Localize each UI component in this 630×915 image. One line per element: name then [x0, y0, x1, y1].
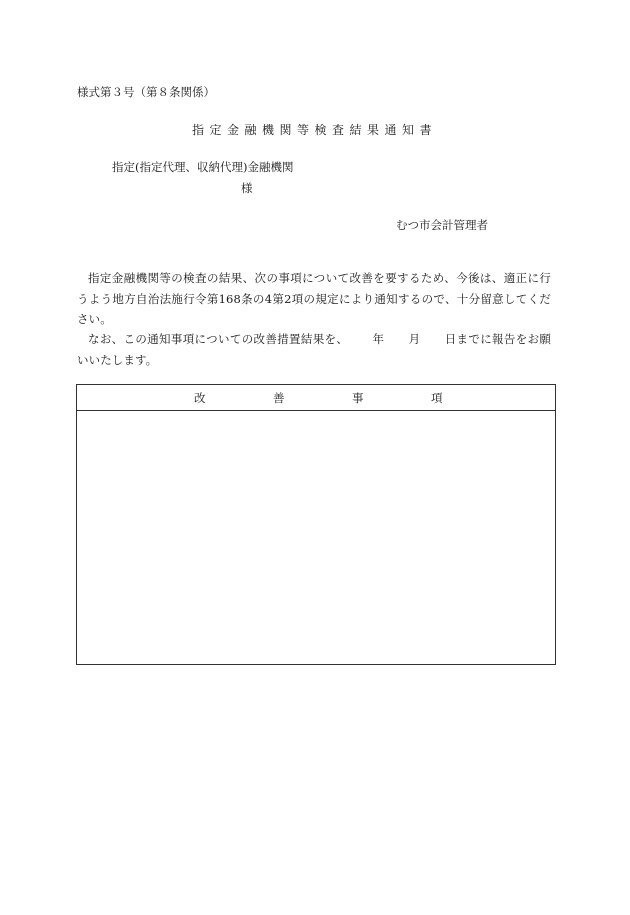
- header-char: 改: [194, 391, 206, 405]
- report-request-paragraph: [77, 329, 551, 370]
- header-char: 項: [431, 391, 443, 405]
- header-char: 事: [352, 391, 364, 405]
- form-number: 様式第３号（第８条関係）: [77, 85, 215, 99]
- document-title: 指定金融機関等検査結果通知書: [192, 123, 438, 137]
- sender-name: むつ市会計管理者: [396, 218, 488, 232]
- recipient-honorific: 様: [241, 181, 253, 195]
- recipient-name: 指定(指定代理、収納代理)金融機関: [112, 160, 294, 174]
- month-label: 月: [408, 332, 421, 346]
- year-label: 年: [372, 332, 385, 346]
- improvement-items-body[interactable]: [77, 411, 555, 665]
- report-request-text: なお、この通知事項についての改善措置結果を、: [88, 332, 349, 346]
- report-deadline-text: 日までに報告をお願いいたします。: [77, 332, 552, 367]
- notice-paragraph: 指定金融機関等の検査の結果、次の事項について改善を要するため、今後は、適正に行うよう地方自治法施行令第168条の4第2項の規定により通知するので、十分留意してください。: [77, 271, 551, 326]
- improvement-items-header: [77, 385, 555, 411]
- header-char: 善: [273, 391, 285, 405]
- improvement-items-table: [76, 384, 556, 665]
